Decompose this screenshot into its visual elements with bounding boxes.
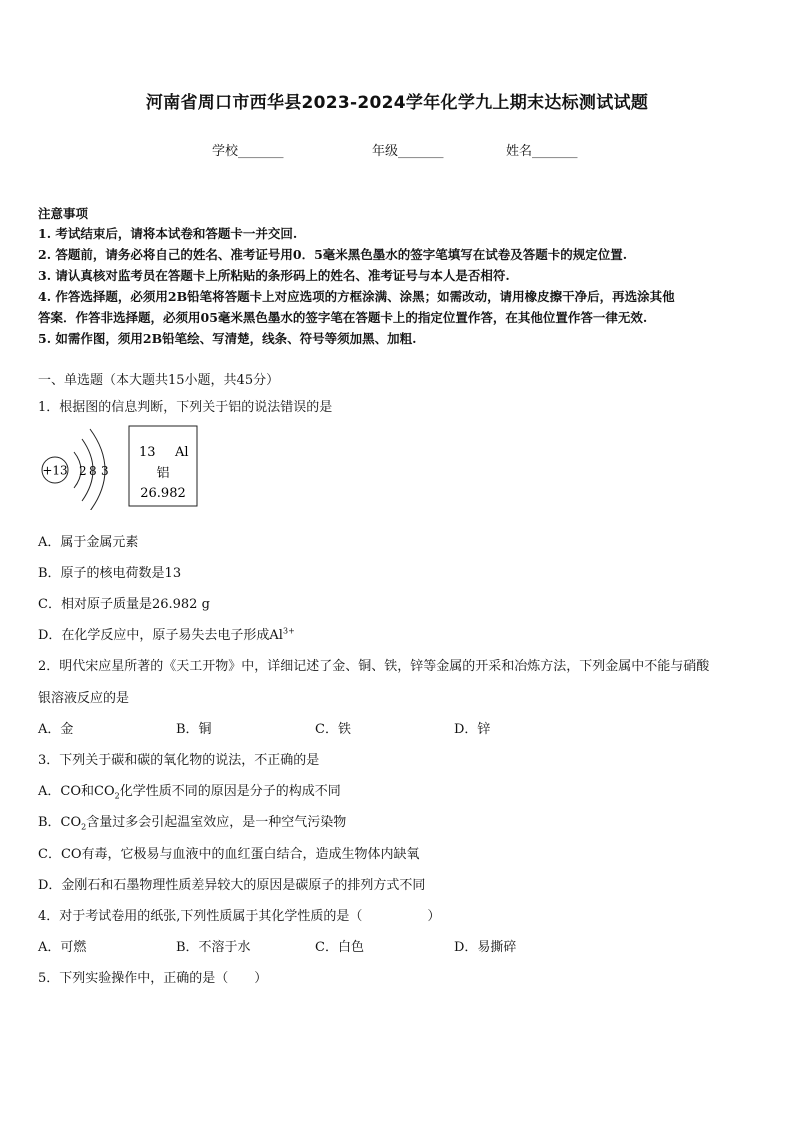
element-symbol: Al	[175, 445, 189, 460]
school-field: 学校_______	[212, 144, 284, 159]
notice-item: 3. 请认真核对监考员在答题卡上所粘贴的条形码上的姓名、准考证号与本人是否相符.	[38, 268, 510, 283]
question-1-stem: 1．根据图的信息判断，下列关于铝的说法错误的是	[38, 400, 333, 415]
q3-option-a-text: A．CO和CO	[38, 784, 115, 799]
name-field: 姓名_______	[506, 144, 578, 159]
shell-electrons: 8	[89, 464, 97, 478]
q1-option-b: B．原子的核电荷数是13	[38, 566, 182, 581]
q1-option-a: A．属于金属元素	[38, 535, 139, 550]
q2-option-b: B．铜	[176, 722, 212, 737]
q2-option-d: D．锌	[454, 722, 491, 737]
q3-option-d: D．金刚石和石墨物理性质差异较大的原因是碳原子的排列方式不同	[38, 878, 426, 893]
charge-superscript: 3+	[282, 626, 295, 636]
notice-item: 4. 作答选择题，必须用2B铅笔将答题卡上对应选项的方框涂满、涂黑；如需改动，请用橡皮擦干净后，再选涂其他	[38, 289, 675, 304]
question-4-stem: 4．对于考试卷用的纸张,下列性质属于其化学性质的是（ ）	[38, 909, 441, 924]
q1-option-d-text: D．在化学反应中，原子易失去电子形成Al	[38, 628, 283, 643]
q1-option-c: C．相对原子质量是26.982 g	[38, 597, 210, 612]
q3-option-a-text-cont: 化学性质不同的原因是分子的构成不同	[119, 784, 341, 799]
q3-option-b-text: B．CO	[38, 815, 82, 830]
subscript: 2	[81, 822, 87, 832]
periodic-table-cell	[129, 426, 197, 506]
student-info-fields	[0, 140, 794, 160]
question-5-stem: 5．下列实验操作中，正确的是（ ）	[38, 971, 268, 986]
notice-heading: 注意事项	[38, 206, 89, 221]
grade-field: 年级_______	[372, 144, 444, 159]
nucleus-charge: +13	[42, 463, 68, 478]
atomic-mass: 26.982	[140, 486, 186, 501]
aluminum-diagram	[38, 425, 218, 510]
q1-option-d	[38, 624, 295, 643]
section-heading: 一、单选题（本大题共15小题，共45分）	[38, 373, 280, 388]
q2-option-a: A．金	[38, 722, 74, 737]
q4-option-c: C．白色	[315, 940, 364, 955]
q2-option-c: C．铁	[315, 722, 351, 737]
notice-item: 1. 考试结束后，请将本试卷和答题卡一并交回.	[38, 226, 298, 241]
subscript: 2	[114, 791, 120, 801]
notice-item: 5. 如需作图，须用2B铅笔绘、写清楚，线条、符号等须加黑、加粗.	[38, 331, 417, 346]
q4-option-d: D．易撕碎	[454, 940, 517, 955]
q4-option-b: B．不溶于水	[176, 940, 251, 955]
question-2-stem-cont: 银溶液反应的是	[38, 691, 130, 706]
shell-electrons: 3	[101, 464, 109, 478]
notice-item: 答案．作答非选择题，必须用05毫米黑色墨水的签字笔在答题卡上的指定位置作答，在其他位置作答一律无效.	[38, 310, 648, 325]
q3-option-b-text-cont: 含量过多会引起温室效应，是一种空气污染物	[86, 815, 347, 830]
notice-item: 2. 答题前，请务必将自己的姓名、准考证号用0．5毫米黑色墨水的签字笔填写在试卷及答题卡的规定位置.	[38, 247, 628, 262]
atomic-structure-diagram	[42, 429, 109, 510]
exam-title: 河南省周口市西华县2023-2024学年化学九上期末达标测试试题	[145, 93, 649, 113]
q3-option-a	[38, 780, 341, 801]
question-2-stem: 2．明代宋应星所著的《天工开物》中，详细记述了金、铜、铁，锌等金属的开采和冶炼方法，下列金属中不能与硝酸	[38, 659, 710, 674]
q3-option-c: C．CO有毒，它极易与血液中的血红蛋白结合，造成生物体内缺氧	[38, 847, 420, 862]
element-name: 铝	[156, 466, 170, 481]
question-3-stem: 3．下列关于碳和碳的氧化物的说法，不正确的是	[38, 753, 320, 768]
q3-option-b	[38, 811, 346, 832]
q4-option-a: A．可燃	[38, 940, 87, 955]
atomic-number: 13	[139, 445, 156, 460]
shell-electrons: 2	[79, 464, 87, 478]
